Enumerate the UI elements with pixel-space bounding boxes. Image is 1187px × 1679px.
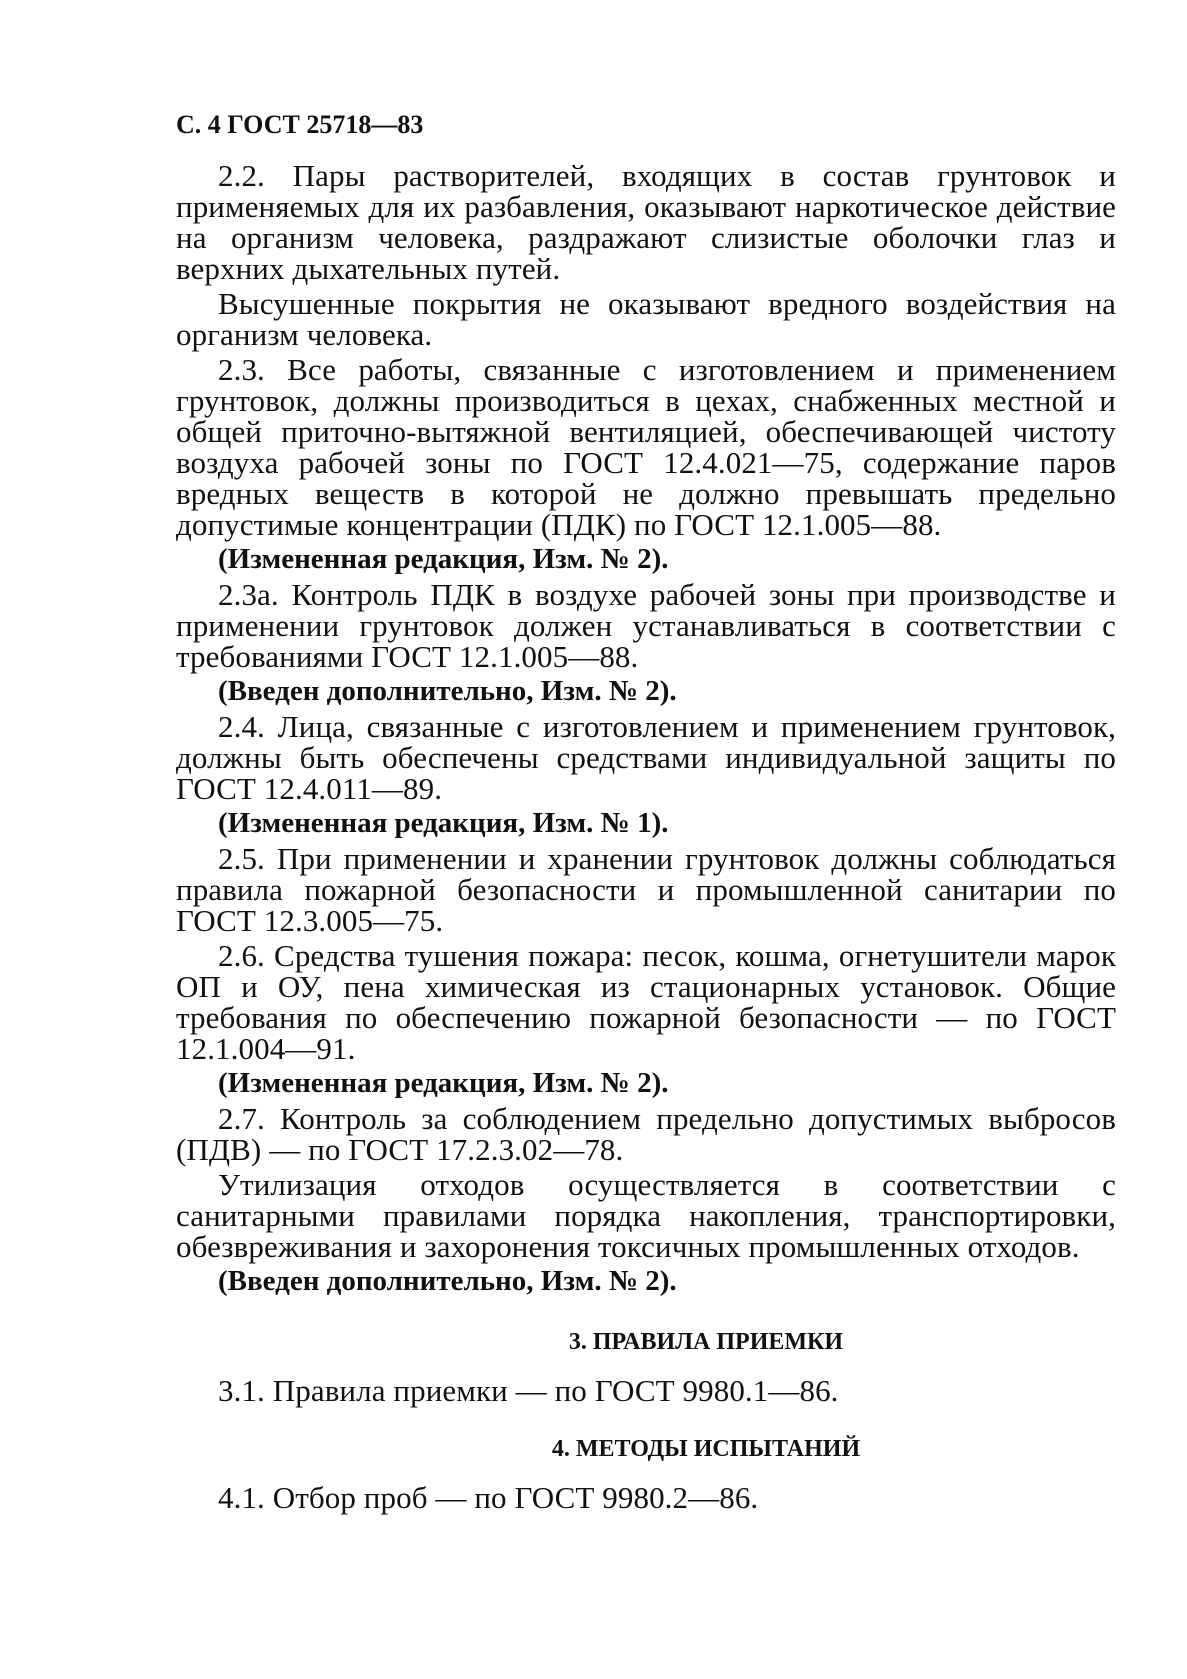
- amendment-note: (Измененная редакция, Изм. № 2).: [218, 1067, 669, 1099]
- paragraph-2-3a: 2.3а. Контроль ПДК в воздухе рабочей зоны при производстве и применении грунтовок должен устанавливаться в соответствии с требованиями ГОСТ 12.1.005—88.: [176, 577, 1116, 674]
- amendment-note: (Введен дополнительно, Изм. № 2).: [218, 675, 677, 707]
- paragraph-2-6: 2.6. Средства тушения пожара: песок, кошма, огнетушители марок ОП и ОУ, пена химическая из стационарных установок. Общие требования по обеспечению пожарной безопасности — по ГОСТ 12.1.004—91.: [176, 938, 1116, 1066]
- paragraph-4-1: 4.1. Отбор проб — по ГОСТ 9980.2—86.: [218, 1480, 759, 1515]
- paragraph-dried-coatings: Высушенные покрытия не оказывают вредного воздействия на организм человека.: [176, 286, 1116, 352]
- paragraph-2-2: 2.2. Пары растворителей, входящих в состав грунтовок и применяемых для их разбавления, оказывают наркотическое действие на организм человека, раздражают слизистые оболочки глаз и верхних дыхательных путей.: [176, 158, 1116, 286]
- amendment-note: (Измененная редакция, Изм. № 1).: [218, 807, 669, 839]
- amendment-note: (Измененная редакция, Изм. № 2).: [218, 543, 669, 575]
- paragraph-3-1: 3.1. Правила приемки — по ГОСТ 9980.1—86.: [218, 1373, 839, 1408]
- document-page: [176, 108, 1116, 1517]
- page-header: С. 4 ГОСТ 25718—83: [176, 110, 424, 139]
- paragraph-2-5: 2.5. При применении и хранении грунтовок должны соблюдаться правила пожарной безопасности и промышленной санитарии по ГОСТ 12.3.005—75.: [176, 841, 1116, 938]
- paragraph-waste-disposal: Утилизация отходов осуществляется в соответствии с санитарными правилами порядка накопления, транспортировки, обезвреживания и захоронения токсичных промышленных отходов.: [176, 1167, 1116, 1264]
- paragraph-2-7: 2.7. Контроль за соблюдением предельно допустимых выбросов (ПДВ) — по ГОСТ 17.2.3.02—78.: [176, 1101, 1116, 1167]
- section-4-title: 4. МЕТОДЫ ИСПЫТАНИЙ: [551, 1436, 861, 1462]
- paragraph-2-4: 2.4. Лица, связанные с изготовлением и применением грунтовок, должны быть обеспечены средствами индивидуальной защиты по ГОСТ 12.4.011—89.: [176, 709, 1116, 806]
- paragraph-2-3: 2.3. Все работы, связанные с изготовлением и применением грунтовок, должны производиться в цехах, снабженных местной и общей приточно-вытяжной вентиляцией, обеспечивающей чистоту воздуха рабочей зоны по ГОСТ 12.4.021—75, содержание паров вредных веществ в которой не должно превышать предельно допустимые концентрации (ПДК) по ГОСТ 12.1.005—88.: [176, 352, 1116, 542]
- amendment-note: (Введен дополнительно, Изм. № 2).: [218, 1265, 677, 1297]
- section-3-title: 3. ПРАВИЛА ПРИЕМКИ: [568, 1329, 844, 1355]
